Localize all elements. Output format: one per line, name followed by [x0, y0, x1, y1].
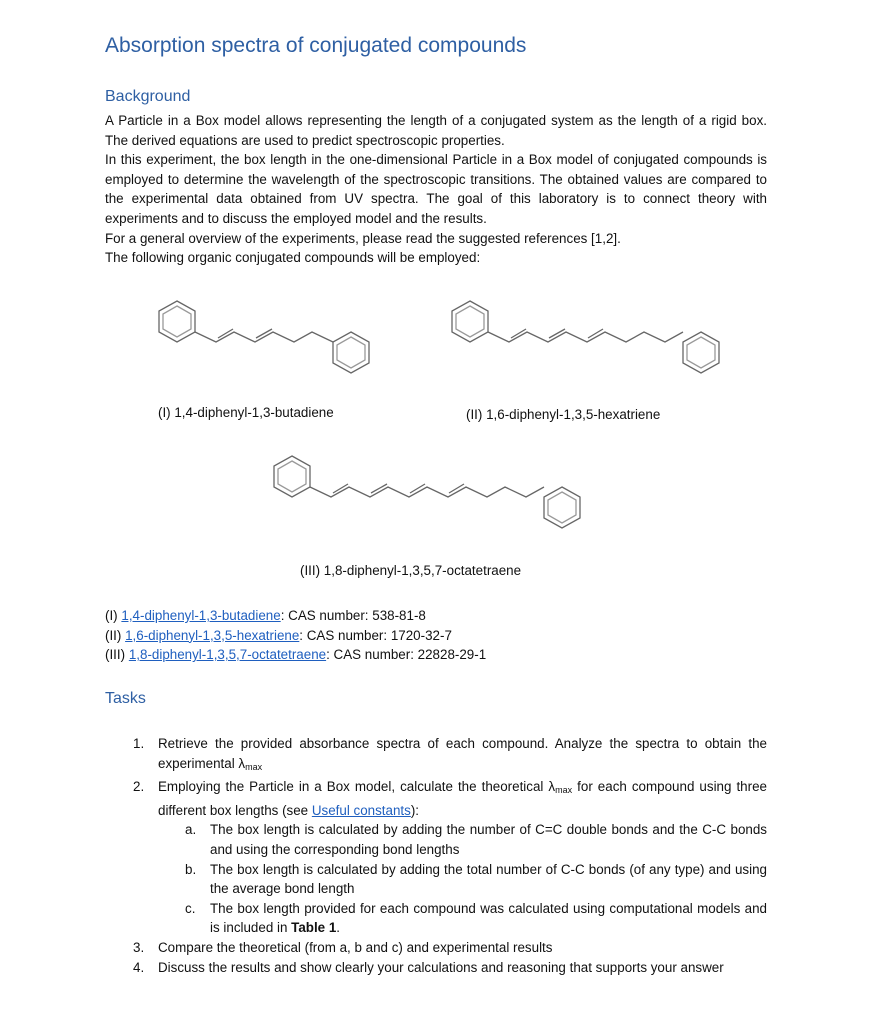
- cas-number: 22828-29-1: [417, 647, 487, 663]
- compound-roman: (I): [105, 608, 118, 623]
- cas-prefix: : CAS number:: [299, 627, 391, 643]
- structure-diphenylhexatriene: [443, 292, 733, 397]
- background-text: [105, 111, 767, 268]
- tasks-heading: Tasks: [105, 690, 146, 707]
- cas-line: [105, 606, 486, 626]
- task-text: Retrieve the provided absorbance spectra of each compound. Analyze the spectra to obtain the experimental λ: [158, 736, 767, 771]
- task-number: 1.: [133, 736, 145, 751]
- compound-link[interactable]: 1,4-diphenyl-1,3-butadiene: [121, 608, 281, 623]
- compound-label-iii: (III) 1,8-diphenyl-1,3,5,7-octatetraene: [300, 563, 522, 578]
- task-text: Compare the theoretical (from a, b and c) and experimental results: [158, 939, 553, 955]
- task-number: 3.: [133, 939, 145, 955]
- background-paragraph: In this experiment, the box length in the one-dimensional Particle in a Box model of conjugated compounds is employed to determine the wavelength of the spectroscopic transitions. The obtained values are compared to the experimental data obtained from UV spectra. The goal of this laboratory is to connect theory with experiments and to discuss the employed model and the results.: [105, 152, 767, 226]
- subitem-letter: c.: [185, 900, 196, 916]
- cas-line: [105, 626, 486, 646]
- table-reference: Table 1: [291, 920, 337, 936]
- background-paragraph: For a general overview of the experiments, please read the suggested references [1,2].: [105, 230, 621, 246]
- lambda-subscript: max: [245, 761, 263, 772]
- compound-label-i: (I) 1,4-diphenyl-1,3-butadiene: [158, 405, 334, 420]
- task-text: ):: [410, 802, 420, 818]
- task-item: [133, 734, 767, 777]
- background-paragraph: The following organic conjugated compounds will be employed:: [105, 250, 481, 266]
- task-subitem: [133, 899, 767, 938]
- task-number: 2.: [133, 779, 145, 795]
- compound-roman: (III): [105, 647, 126, 663]
- background-paragraph: A Particle in a Box model allows representing the length of a conjugated system as the length of a rigid box. The derived equations are used to predict spectroscopic properties.: [105, 113, 767, 148]
- page-title: Absorption spectra of conjugated compounds: [105, 34, 527, 57]
- cas-line: [105, 645, 486, 665]
- lambda-subscript: max: [555, 785, 573, 796]
- cas-number: 538-81-8: [372, 608, 426, 623]
- task-text: for each compound using three different box lengths (see: [158, 779, 767, 818]
- task-subitem: [133, 860, 767, 899]
- task-subitem: [133, 820, 767, 859]
- task-text: Employing the Particle in a Box model, calculate the theoretical λ: [158, 779, 556, 795]
- subitem-letter: a.: [185, 822, 197, 838]
- subitem-text: The box length provided for each compound was calculated using computational models and is included in: [210, 900, 767, 936]
- task-number: 4.: [133, 959, 145, 975]
- task-item: [133, 958, 767, 978]
- subitem-letter: b.: [185, 861, 197, 877]
- task-item: [133, 938, 767, 958]
- cas-number: 1720-32-7: [390, 627, 452, 643]
- compound-roman: (II): [105, 627, 122, 643]
- useful-constants-link[interactable]: Useful constants: [311, 802, 411, 818]
- task-text: Discuss the results and show clearly your calculations and reasoning that supports your answer: [158, 959, 724, 975]
- cas-prefix: : CAS number:: [326, 647, 418, 663]
- compound-link[interactable]: 1,6-diphenyl-1,3,5-hexatriene: [125, 627, 300, 643]
- background-heading: Background: [105, 88, 191, 105]
- structure-diphenylbutadiene: [150, 292, 390, 397]
- subitem-text: The box length is calculated by adding the total number of C-C bonds (of any type) and using the average bond length: [210, 861, 767, 897]
- compound-label-ii: (II) 1,6-diphenyl-1,3,5-hexatriene: [466, 407, 661, 422]
- cas-prefix: : CAS number:: [280, 608, 373, 623]
- task-item: [133, 777, 767, 820]
- subitem-text: The box length is calculated by adding the number of C=C double bonds and the C-C bonds and using the corresponding bond lengths: [210, 822, 767, 857]
- tasks-list: [133, 734, 767, 977]
- structure-diphenyloctatetraene: [265, 447, 595, 552]
- subitem-text: .: [336, 920, 341, 936]
- cas-list: [105, 606, 486, 665]
- compound-link[interactable]: 1,8-diphenyl-1,3,5,7-octatetraene: [128, 647, 327, 663]
